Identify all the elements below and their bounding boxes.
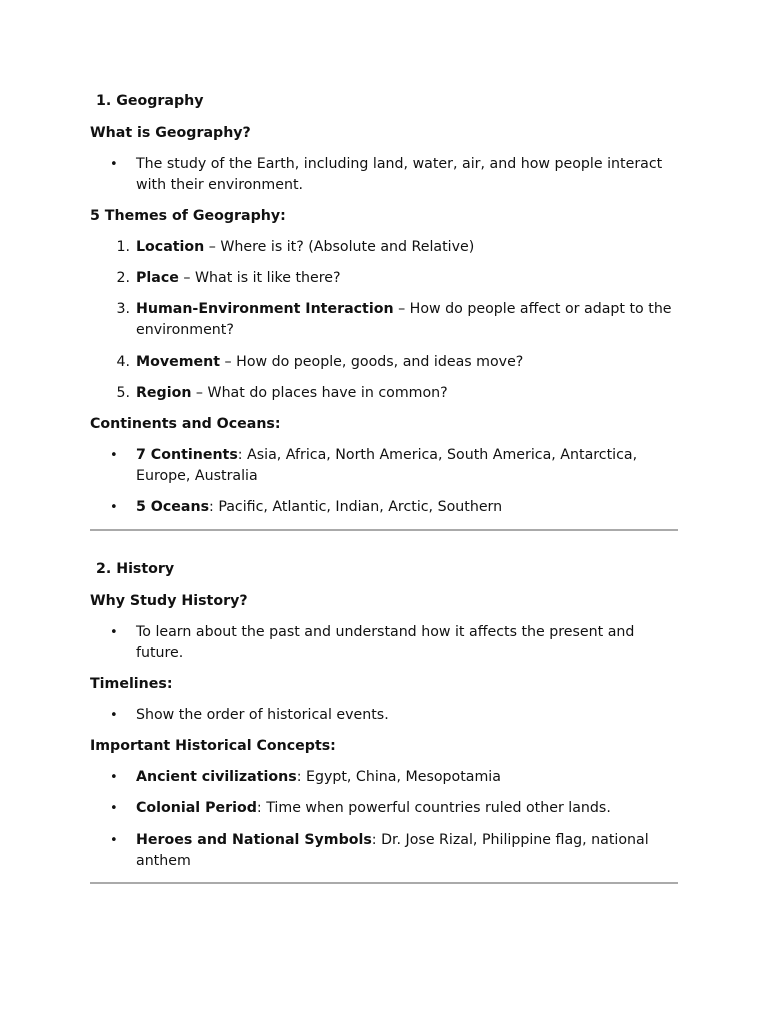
item-term: Ancient civilizations [136,769,297,785]
list-item-text: Show the order of historical events. [136,707,389,723]
section-divider [90,529,678,531]
theme-term: Location [136,239,205,255]
list-number: 2. [116,270,130,286]
bullet-icon: • [110,448,118,463]
list-number: 4. [116,354,130,370]
list-item-text: To learn about the past and understand how it affects the present and future. [136,624,635,661]
list-number: 5. [116,385,130,401]
theme-term: Movement [136,354,221,370]
theme-term: Human-Environment Interaction [136,301,394,317]
bullet-icon: • [110,833,118,848]
theme-description: – How do people affect or adapt to the environment? [136,301,672,338]
item-term: Colonial Period [136,800,257,816]
item-term: 5 Oceans [136,499,210,515]
theme-description: – How do people, goods, and ideas move? [220,354,524,370]
theme-term: Place [136,270,179,286]
section-heading-geography: 1. Geography [96,93,204,109]
theme-term: Region [136,385,192,401]
concepts-title: Important Historical Concepts: [90,738,336,754]
timelines-title: Timelines: [90,676,173,692]
theme-description: – What do places have in common? [191,385,448,401]
bullet-icon: • [110,157,118,172]
item-description: : Egypt, China, Mesopotamia [296,769,501,785]
bullet-icon: • [110,625,118,640]
section-heading-history: 2. History [96,561,175,577]
what-is-geography-title: What is Geography? [90,125,251,141]
continents-title: Continents and Oceans: [90,416,281,432]
item-description: : Dr. Jose Rizal, Philippine flag, national anthem [136,832,649,869]
theme-description: – What is it like there? [178,270,341,286]
bullet-icon: • [110,770,118,785]
item-description: : Pacific, Atlantic, Indian, Arctic, Southern [209,499,503,515]
section-divider [90,882,678,884]
item-description: : Time when powerful countries ruled other lands. [256,800,611,816]
bullet-icon: • [110,500,118,515]
list-number: 3. [116,301,130,317]
item-term: Heroes and National Symbols [136,832,372,848]
item-term: 7 Continents [136,447,238,463]
theme-description: – Where is it? (Absolute and Relative) [204,239,475,255]
item-description: : Asia, Africa, North America, South America, Antarctica, Europe, Australia [136,447,638,484]
bullet-icon: • [110,708,118,723]
why-study-history-title: Why Study History? [90,593,248,609]
list-number: 1. [116,239,130,255]
bullet-icon: • [110,801,118,816]
list-item-text: The study of the Earth, including land, water, air, and how people interact with their environment. [136,156,663,193]
themes-title: 5 Themes of Geography: [90,208,286,224]
